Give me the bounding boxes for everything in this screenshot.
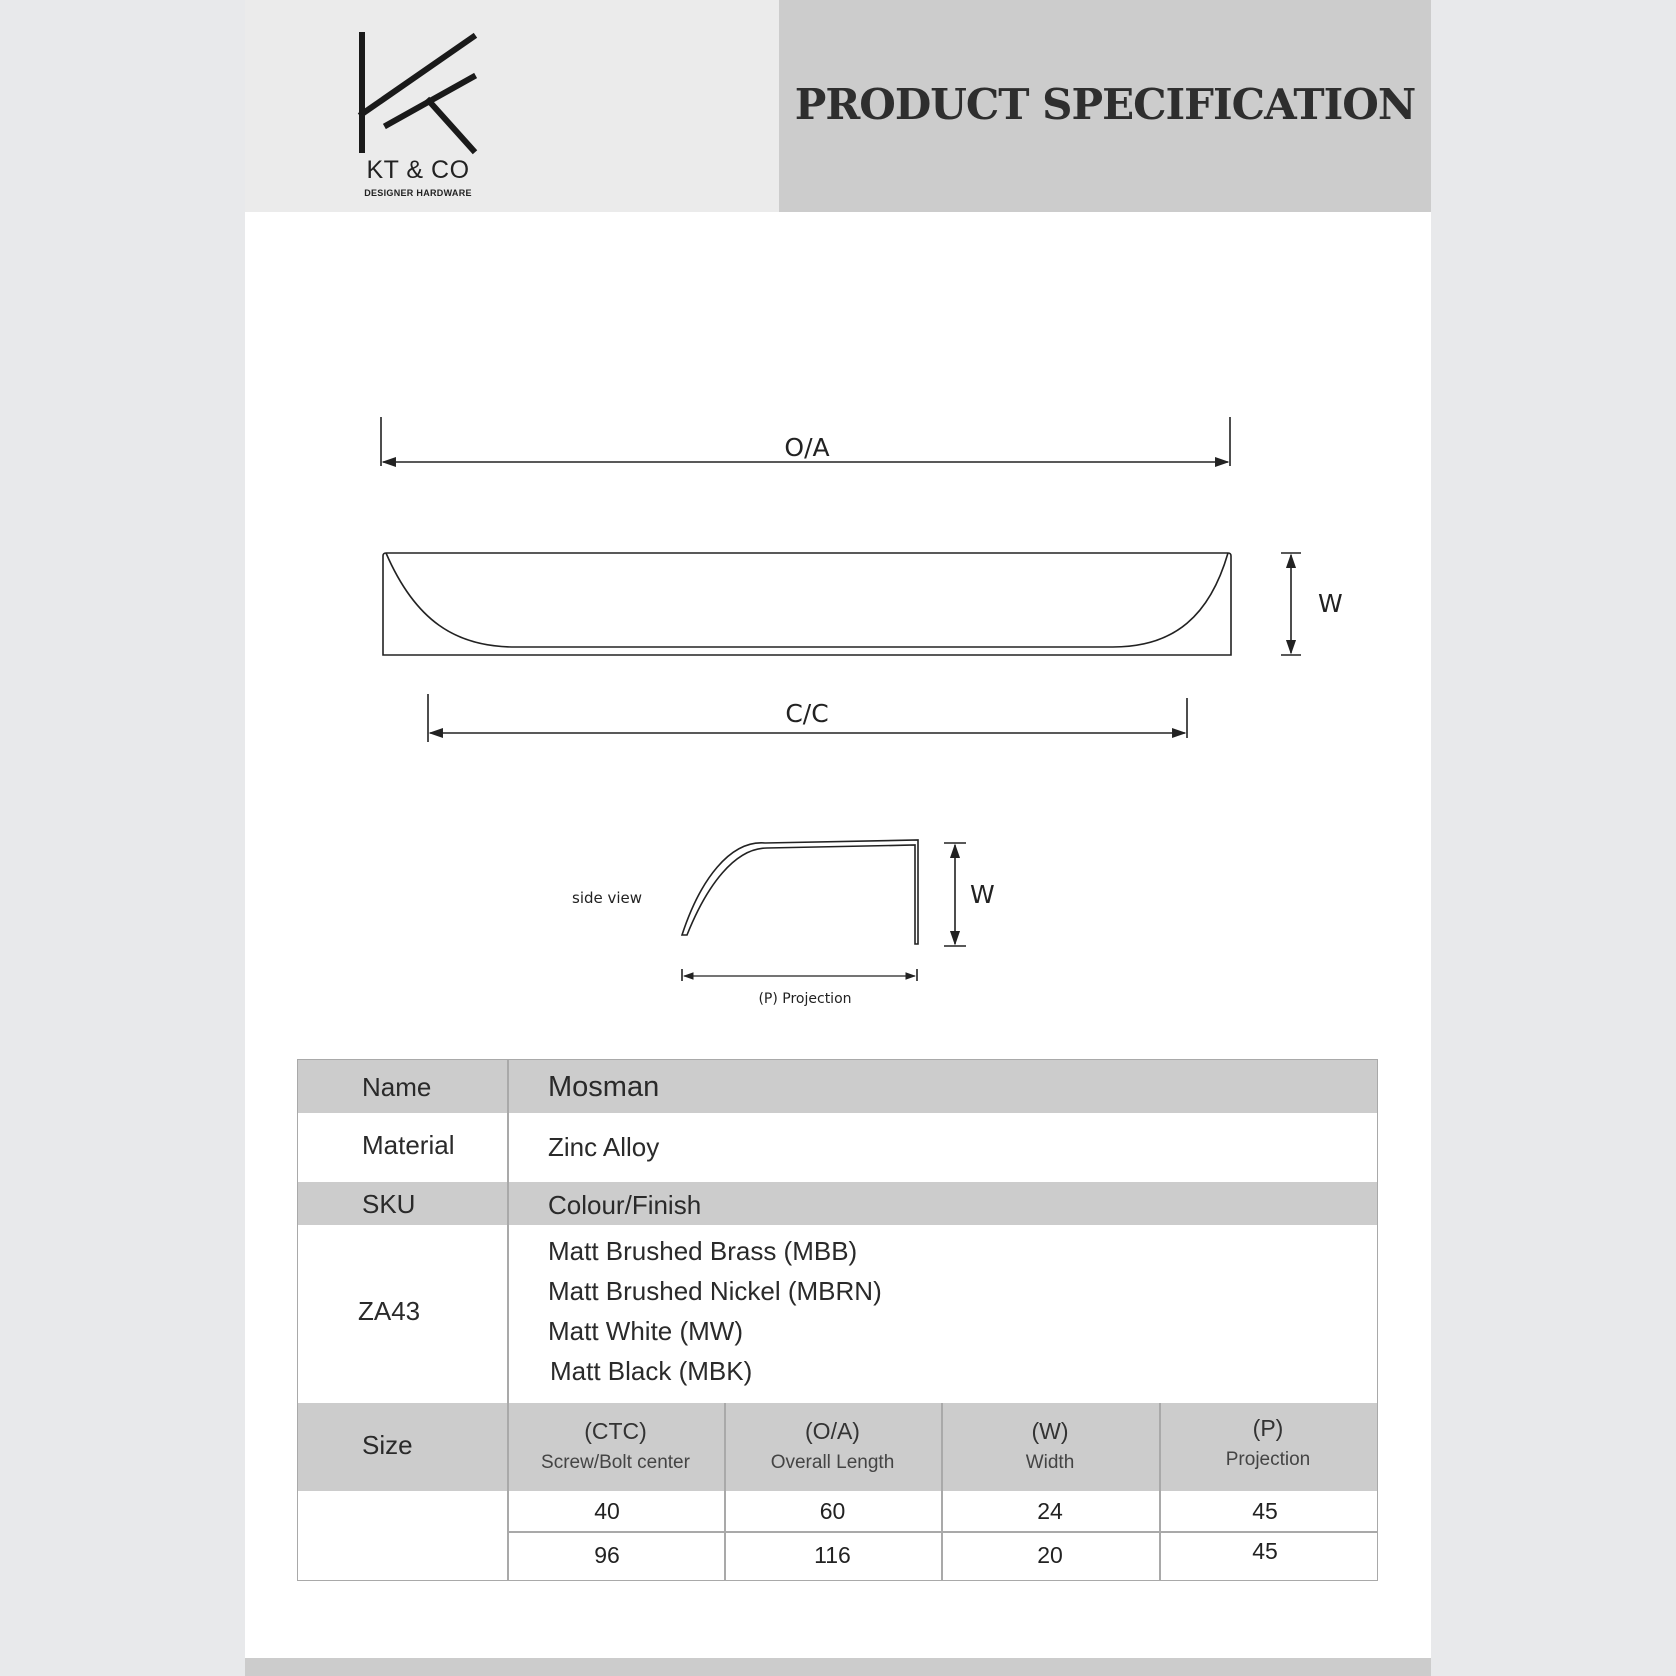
finish-header: Colour/Finish (548, 1190, 702, 1220)
finish-item: Matt White (MW) (548, 1316, 743, 1346)
projection-label: (P) Projection (758, 991, 852, 1007)
sku-header-row (298, 1182, 1377, 1225)
spec-table (297, 1059, 1378, 1581)
size-cell: 96 (594, 1542, 620, 1568)
size-cell: 45 (1252, 1538, 1278, 1564)
finish-item: Matt Black (MBK) (550, 1356, 753, 1386)
oa-label: O/A (784, 433, 830, 462)
size-cell: 24 (1037, 1498, 1063, 1524)
ctc-header-desc: Screw/Bolt center (541, 1452, 690, 1473)
p-header-desc: Projection (1225, 1449, 1311, 1470)
ctc-header: (CTC) (584, 1418, 647, 1444)
name-row (298, 1060, 1377, 1113)
cc-label: C/C (785, 699, 829, 728)
size-cell: 40 (594, 1498, 620, 1524)
footer-bar (245, 1658, 1431, 1676)
size-label: Size (362, 1430, 413, 1460)
w-header-desc: Width (1025, 1452, 1075, 1473)
finish-item: Matt Brushed Nickel (MBRN) (548, 1276, 882, 1306)
p-header: (P) (1252, 1415, 1284, 1441)
material-value: Zinc Alloy (548, 1132, 660, 1162)
size-row-divider (507, 1531, 1377, 1533)
side-view-profile (682, 840, 918, 944)
spec-sheet (245, 0, 1431, 1676)
oa-header: (O/A) (805, 1418, 860, 1444)
size-cell: 116 (814, 1542, 851, 1568)
material-label: Material (362, 1130, 455, 1160)
finish-item: Matt Brushed Brass (MBB) (548, 1236, 858, 1266)
handle-front-curve (386, 553, 1228, 647)
size-cell: 60 (819, 1498, 846, 1524)
size-cell: 20 (1037, 1542, 1063, 1568)
sku-value: ZA43 (358, 1296, 421, 1326)
page-title: PRODUCT SPECIFICATION (794, 80, 1416, 129)
oa-header-desc: Overall Length (770, 1452, 895, 1473)
brand-tagline: DESIGNER HARDWARE (364, 188, 472, 198)
name-label: Name (362, 1072, 432, 1102)
handle-front-outline (383, 553, 1231, 655)
w-header: (W) (1031, 1418, 1069, 1444)
sku-label: SKU (362, 1189, 416, 1219)
side-view-label: side view (572, 889, 643, 907)
product-name: Mosman (548, 1071, 660, 1103)
brand-name: KT & CO (366, 156, 470, 184)
side-width-label: W (970, 880, 995, 909)
technical-drawing (245, 0, 1431, 1040)
width-label: W (1318, 589, 1343, 618)
size-cell: 45 (1252, 1498, 1278, 1524)
